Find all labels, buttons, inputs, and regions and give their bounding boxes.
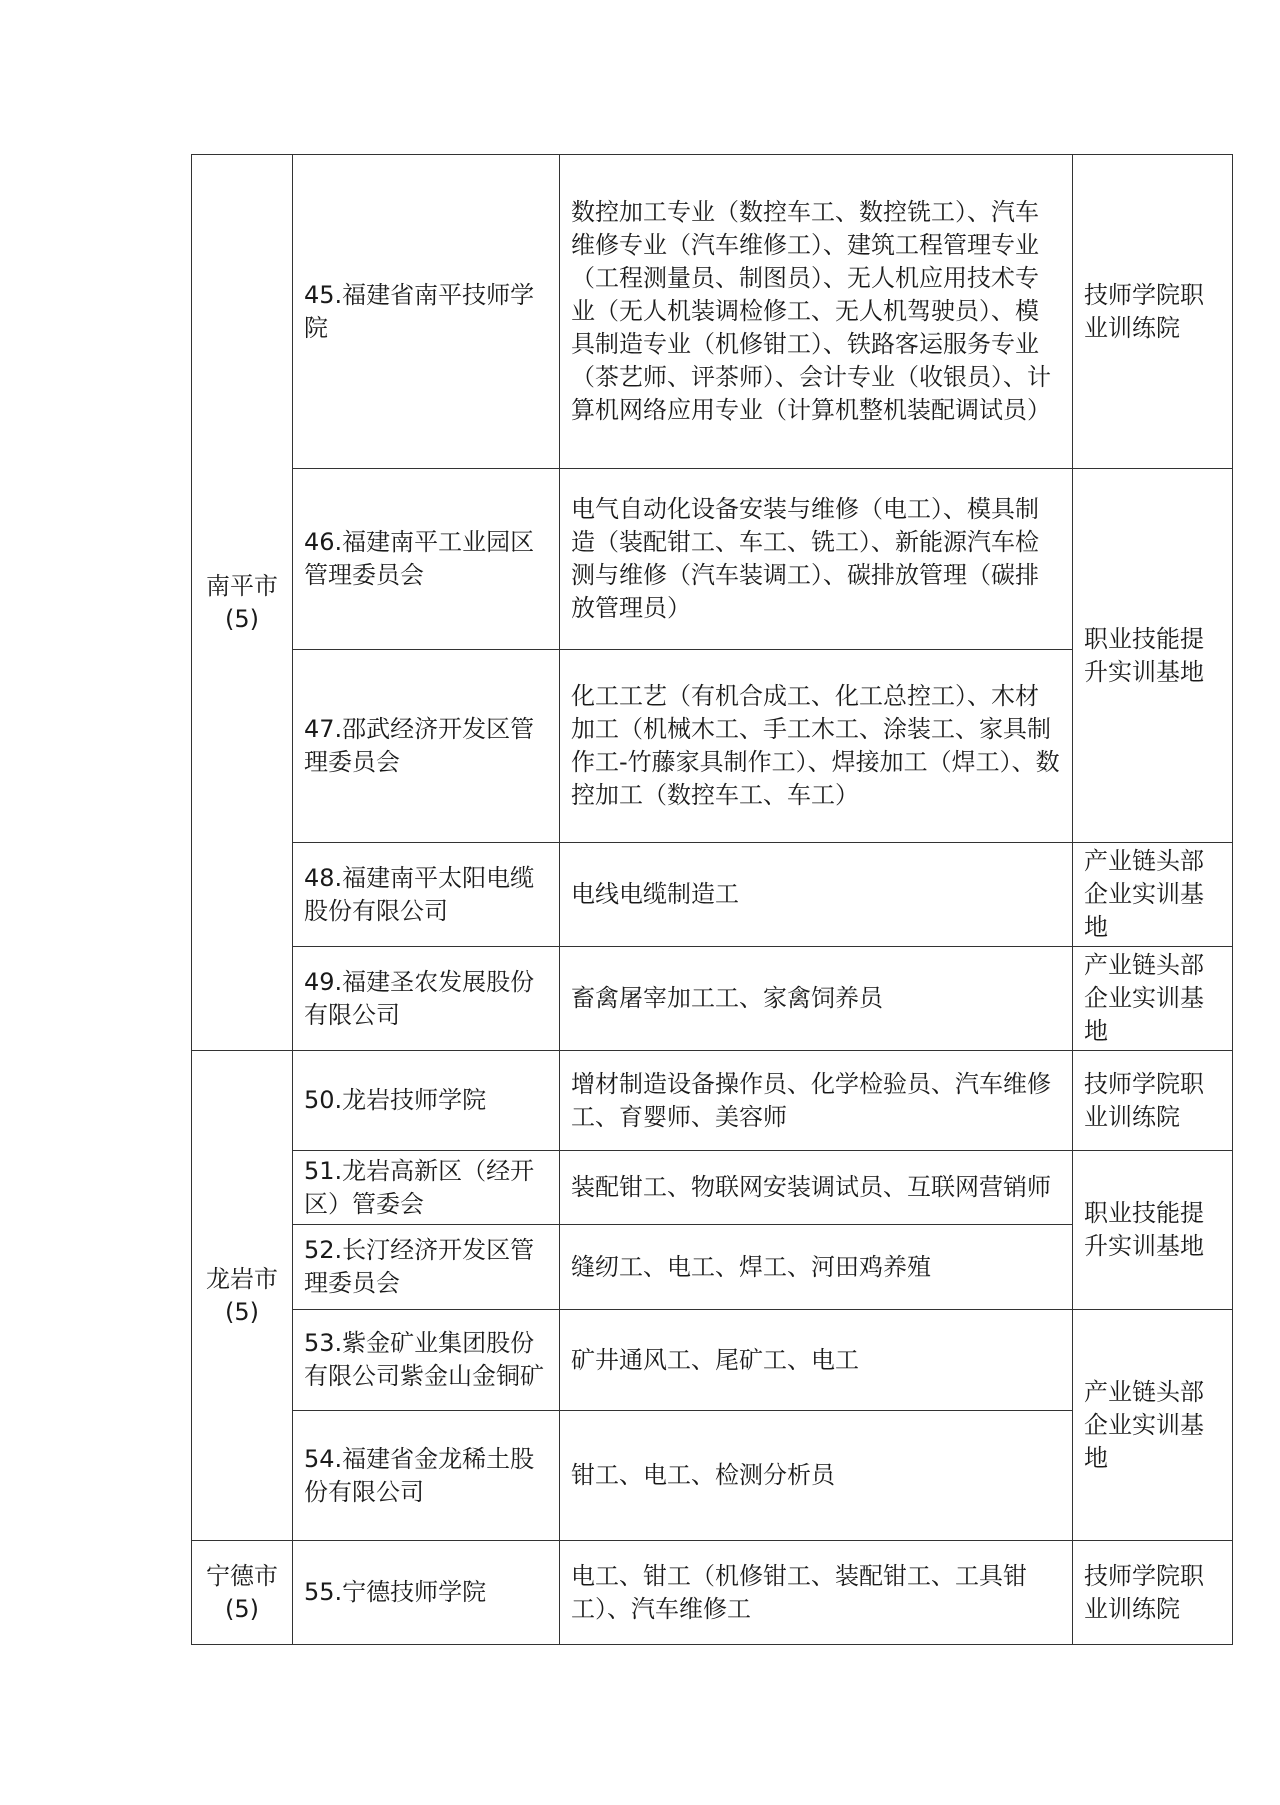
type-cell: 产业链头部企业实训基地 <box>1073 1310 1233 1541</box>
type-cell: 职业技能提升实训基地 <box>1073 1151 1233 1310</box>
table-row <box>192 155 1233 469</box>
org-cell: 46.福建南平工业园区管理委员会 <box>293 469 560 650</box>
city-count: (5) <box>225 1297 259 1326</box>
table-row <box>192 1541 1233 1645</box>
type-cell: 技师学院职业训练院 <box>1073 155 1233 469</box>
org-cell: 55.宁德技师学院 <box>293 1541 560 1645</box>
jobs-cell: 装配钳工、物联网安装调试员、互联网营销师 <box>560 1151 1073 1225</box>
city-cell-nanping <box>192 155 293 1051</box>
jobs-cell: 电线电缆制造工 <box>560 843 1073 947</box>
jobs-cell: 缝纫工、电工、焊工、河田鸡养殖 <box>560 1225 1073 1310</box>
jobs-cell: 钳工、电工、检测分析员 <box>560 1411 1073 1541</box>
table-row <box>192 947 1233 1051</box>
org-cell: 47.邵武经济开发区管理委员会 <box>293 650 560 843</box>
city-name: 龙岩市 <box>206 1264 278 1293</box>
jobs-cell: 增材制造设备操作员、化学检验员、汽车维修工、育婴师、美容师 <box>560 1051 1073 1151</box>
table-row <box>192 469 1233 650</box>
type-cell: 职业技能提升实训基地 <box>1073 469 1233 843</box>
city-cell-longyan <box>192 1051 293 1541</box>
table-row <box>192 1310 1233 1411</box>
type-cell: 产业链头部企业实训基地 <box>1073 947 1233 1051</box>
org-cell: 49.福建圣农发展股份有限公司 <box>293 947 560 1051</box>
city-count: (5) <box>225 604 259 633</box>
org-cell: 48.福建南平太阳电缆股份有限公司 <box>293 843 560 947</box>
jobs-cell: 畜禽屠宰加工工、家禽饲养员 <box>560 947 1073 1051</box>
org-cell: 53.紫金矿业集团股份有限公司紫金山金铜矿 <box>293 1310 560 1411</box>
table-row <box>192 1051 1233 1151</box>
type-cell: 技师学院职业训练院 <box>1073 1051 1233 1151</box>
table-row <box>192 1151 1233 1225</box>
city-name: 南平市 <box>206 571 278 600</box>
jobs-cell: 电气自动化设备安装与维修（电工）、模具制造（装配钳工、车工、铣工）、新能源汽车检测与维修（汽车装调工）、碳排放管理（碳排放管理员） <box>560 469 1073 650</box>
org-cell: 51.龙岩高新区（经开区）管委会 <box>293 1151 560 1225</box>
type-cell: 产业链头部企业实训基地 <box>1073 843 1233 947</box>
city-count: (5) <box>225 1594 259 1623</box>
org-cell: 45.福建省南平技师学院 <box>293 155 560 469</box>
jobs-cell: 电工、钳工（机修钳工、装配钳工、工具钳工）、汽车维修工 <box>560 1541 1073 1645</box>
city-name: 宁德市 <box>206 1561 278 1590</box>
org-cell: 52.长汀经济开发区管理委员会 <box>293 1225 560 1310</box>
city-cell-ningde <box>192 1541 293 1645</box>
org-cell: 50.龙岩技师学院 <box>293 1051 560 1151</box>
training-base-table <box>191 154 1233 1645</box>
org-cell: 54.福建省金龙稀土股份有限公司 <box>293 1411 560 1541</box>
type-cell: 技师学院职业训练院 <box>1073 1541 1233 1645</box>
jobs-cell: 数控加工专业（数控车工、数控铣工）、汽车维修专业（汽车维修工）、建筑工程管理专业（工程测量员、制图员）、无人机应用技术专业（无人机装调检修工、无人机驾驶员）、模具制造专业（机修钳工）、铁路客运服务专业（茶艺师、评茶师）、会计专业（收银员）、计算机网络应用专业（计算机整机装配调试员） <box>560 155 1073 469</box>
jobs-cell: 矿井通风工、尾矿工、电工 <box>560 1310 1073 1411</box>
table-row <box>192 843 1233 947</box>
jobs-cell: 化工工艺（有机合成工、化工总控工）、木材加工（机械木工、手工木工、涂装工、家具制作工-竹藤家具制作工）、焊接加工（焊工）、数控加工（数控车工、车工） <box>560 650 1073 843</box>
